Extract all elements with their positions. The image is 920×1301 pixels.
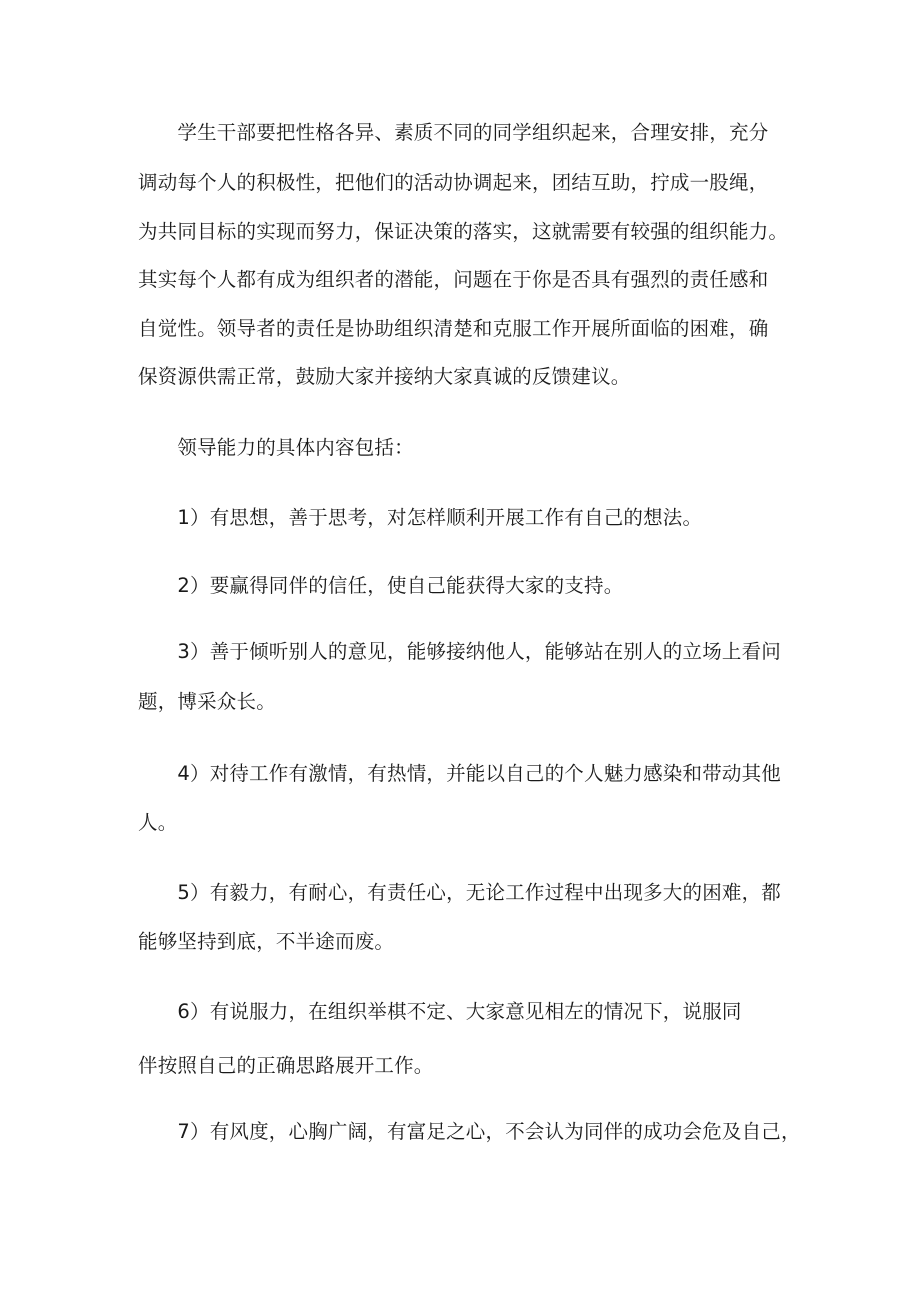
paragraph-1-line-3: 为共同目标的实现而努力，保证决策的落实，这就需要有较强的组织能力。 xyxy=(138,220,789,243)
list-item-6-line-1: 6）有说服力，在组织举棋不定、大家意见相左的情况下，说服同 xyxy=(138,1000,742,1023)
paragraph-1-line-5: 自觉性。领导者的责任是协助组织清楚和克服工作开展所面临的困难，确 xyxy=(138,317,769,340)
list-item-7-line-1: 7）有风度，心胸广阔，有富足之心，不会认为同伴的成功会危及自己， xyxy=(138,1120,801,1143)
paragraph-1-line-1: 学生干部要把性格各异、素质不同的同学组织起来，合理安排，充分 xyxy=(138,121,769,144)
paragraph-2-line-1: 领导能力的具体内容包括： xyxy=(138,436,414,459)
list-item-4-line-2: 人。 xyxy=(138,811,178,834)
paragraph-1-line-4: 其实每个人都有成为组织者的潜能，问题在于你是否具有强烈的责任感和 xyxy=(138,268,769,291)
list-item-4-line-1: 4）对待工作有激情，有热情，并能以自己的个人魅力感染和带动其他 xyxy=(138,762,782,785)
list-item-1-line-1: 1）有思想，善于思考，对怎样顺利开展工作有自己的想法。 xyxy=(138,506,703,529)
paragraph-1-line-6: 保资源供需正常，鼓励大家并接纳大家真诚的反馈建议。 xyxy=(138,365,631,388)
list-item-3-line-1: 3）善于倾听别人的意见，能够接纳他人，能够站在别人的立场上看问 xyxy=(138,640,782,663)
list-item-2-line-1: 2）要赢得同伴的信任，使自己能获得大家的支持。 xyxy=(138,574,624,597)
list-item-3-line-2: 题，博采众长。 xyxy=(138,690,276,713)
list-item-6-line-2: 伴按照自己的正确思路展开工作。 xyxy=(138,1054,434,1077)
list-item-5-line-2: 能够坚持到底，不半途而废。 xyxy=(138,930,395,953)
list-item-5-line-1: 5）有毅力，有耐心，有责任心，无论工作过程中出现多大的困难，都 xyxy=(138,881,782,904)
paragraph-1-line-2: 调动每个人的积极性，把他们的活动协调起来，团结互助，拧成一股绳， xyxy=(138,171,769,194)
